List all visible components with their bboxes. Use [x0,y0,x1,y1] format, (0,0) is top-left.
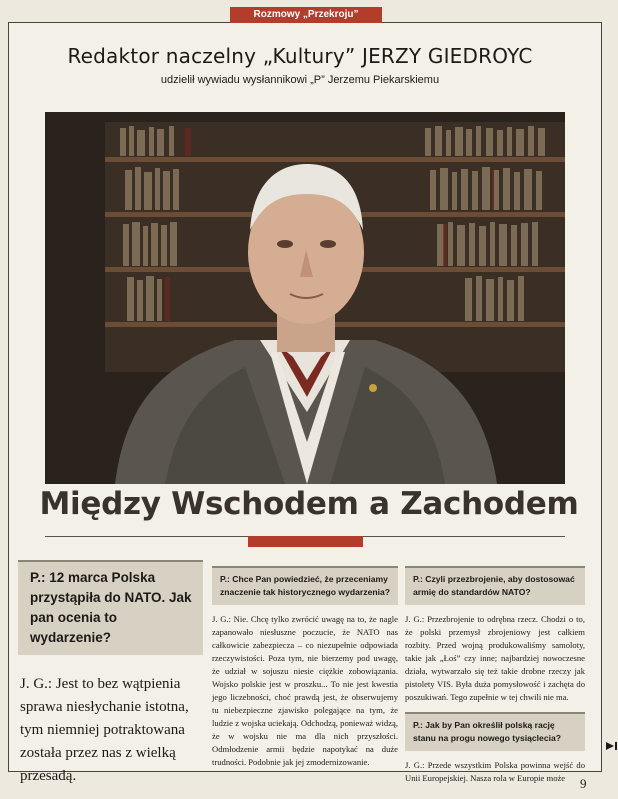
section-label: Rozmowy „Przekroju” [230,7,382,23]
question-3: P.: Czyli przezbrojenie, aby dostosować armię do standardów NATO? [405,566,585,605]
subheadline: udzielił wywiadu wysłannikowi „P” Jerzemu Piekarskiemu [160,74,440,86]
continue-arrow-icon [606,741,618,751]
column-2 [212,566,398,769]
column-3 [405,566,585,785]
column-1 [18,560,203,784]
question-1: P.: 12 marca Polska przystąpiła do NATO. Jak pan ocenia to wydarzenie? [18,560,203,655]
headline: Redaktor naczelny „Kultury” JERZY GIEDROYC [67,44,533,68]
page-number: 9 [580,776,587,791]
question-2: P.: Chce Pan powiedzieć, że przeceniamy znaczenie tak historycznego wydarzenia? [212,566,398,605]
answer-3: J. G.: Przezbrojenie to odrębna rzecz. Chodzi o to, że polski przemysł zbrojeniowy jest całkiem rozbity. Przed wojną produkowaliśmy samoloty, takie jak „Łoś” czy inne; najbardziej nowoczesne działa, wytwarzało się też takie drobne rzeczy jak pistolety VIS. Była duża pomysłowość i zachęta do poszukiwań. Tego zupełnie w tej chwili nie ma. [405,614,585,702]
answer-4: J. G.: Przede wszystkim Polska powinna wejść do Unii Europejskiej. Nasza rola w Europie może [405,760,585,783]
accent-bar [248,536,363,547]
article-title: Między Wschodem a Zachodem [39,486,579,522]
answer-1: J. G.: Jest to bez wątpienia sprawa niesłychanie istotna, tym niemniej potraktowana została przez nas z wielką przesadą. [20,676,189,784]
answer-2: J. G.: Nie. Chcę tylko zwrócić uwagę na to, że nagle zapanowało niesłuszne poczucie, że NATO nas całkowicie zabezpiecza – co niezupełnie odpowiada rzeczywistości. Poza tym, nie bierzemy pod uwagę, że udział w sojuszu niesie ciężkie zobowiązania. Wojsko polskie jest w proszku... To nie jest kwestia jego liczebności, choć prawdą jest, że obserwujemy tu niebezpieczne zjawisko polegające na tym, że ludzie z wojska uciekają. Odchodzą, ponieważ widzą, że w wojsku nie ma dla nich przyszłości. Odmłodzenie armii będzie napotykać na duże trudności. Podobnie jak jej zmodernizowanie. [212,614,398,767]
portrait-photo [45,112,565,484]
question-4: P.: Jak by Pan określił polską rację stanu na progu nowego tysiąclecia? [405,712,585,751]
portrait-illustration [45,112,565,484]
